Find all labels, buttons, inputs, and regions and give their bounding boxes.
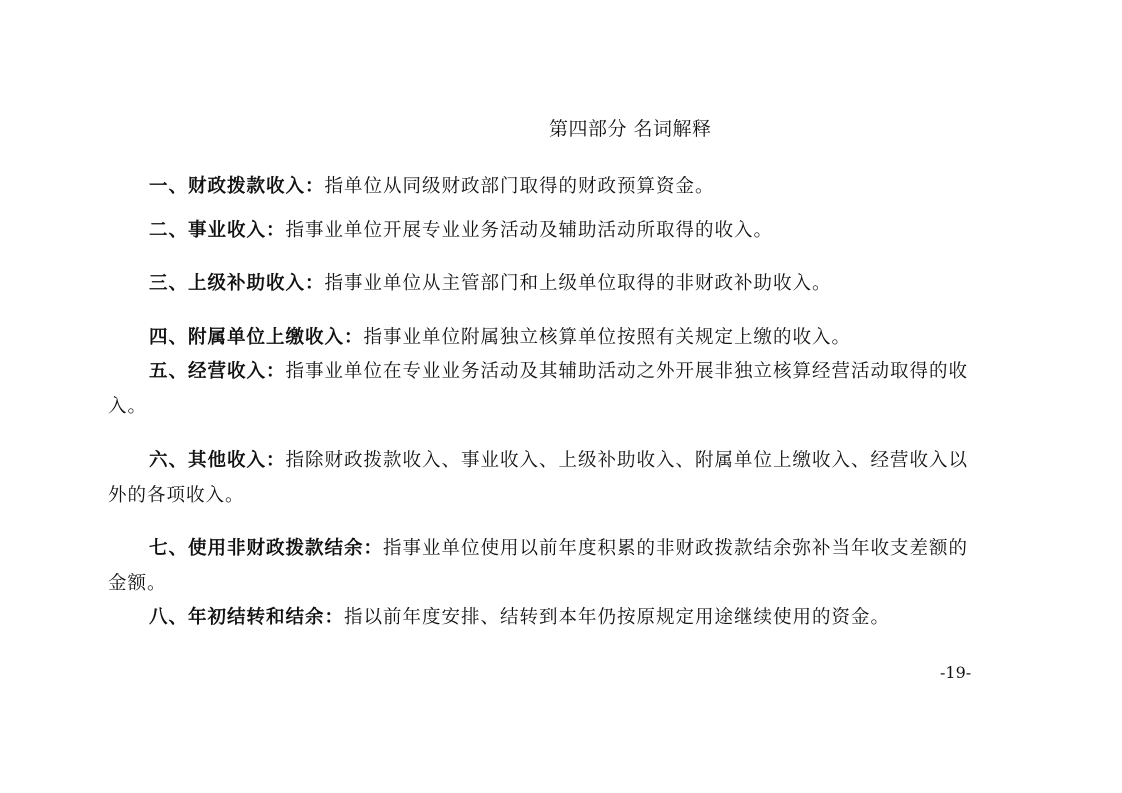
- definition-text: 指事业单位开展专业业务活动及辅助活动所取得的收入。: [285, 220, 774, 241]
- definition-paragraph: [108, 266, 980, 301]
- definition-term: 三、上级补助收入：: [149, 273, 325, 294]
- definition-term: 七、使用非财政拨款结余：: [149, 538, 384, 559]
- definition-paragraph: [108, 354, 980, 424]
- definition-term: 二、事业收入：: [149, 220, 286, 241]
- definition-text: 指事业单位从主管部门和上级单位取得的非财政补助收入。: [324, 273, 832, 294]
- definition-text: 指以前年度安排、结转到本年仍按原规定用途继续使用的资金。: [344, 607, 891, 628]
- definition-paragraph: [108, 169, 980, 204]
- definition-paragraph: [108, 443, 980, 513]
- definition-text: 指事业单位使用以前年度积累的非财政拨款结余弥补当年收支差额的金额。: [108, 538, 969, 594]
- definition-text: 指除财政拨款收入、事业收入、上级补助收入、附属单位上缴收入、经营收入以外的各项收入。: [108, 450, 969, 506]
- definition-paragraph: [108, 213, 980, 248]
- section-title: 第四部分 名词解释: [549, 118, 712, 140]
- definition-term: 四、附属单位上缴收入：: [149, 327, 364, 348]
- page-number: -19-: [940, 663, 972, 682]
- definition-paragraph: [108, 600, 980, 635]
- definition-text: 指单位从同级财政部门取得的财政预算资金。: [324, 176, 715, 197]
- definition-term: 一、财政拨款收入：: [149, 176, 325, 197]
- definition-paragraph: [108, 531, 980, 601]
- definition-paragraph: [108, 320, 980, 355]
- definition-text: 指事业单位在专业业务活动及其辅助活动之外开展非独立核算经营活动取得的收入。: [108, 361, 969, 417]
- definition-text: 指事业单位附属独立核算单位按照有关规定上缴的收入。: [363, 327, 852, 348]
- definition-term: 八、年初结转和结余：: [149, 607, 345, 628]
- definition-term: 五、经营收入：: [149, 361, 286, 382]
- definition-term: 六、其他收入：: [149, 450, 286, 471]
